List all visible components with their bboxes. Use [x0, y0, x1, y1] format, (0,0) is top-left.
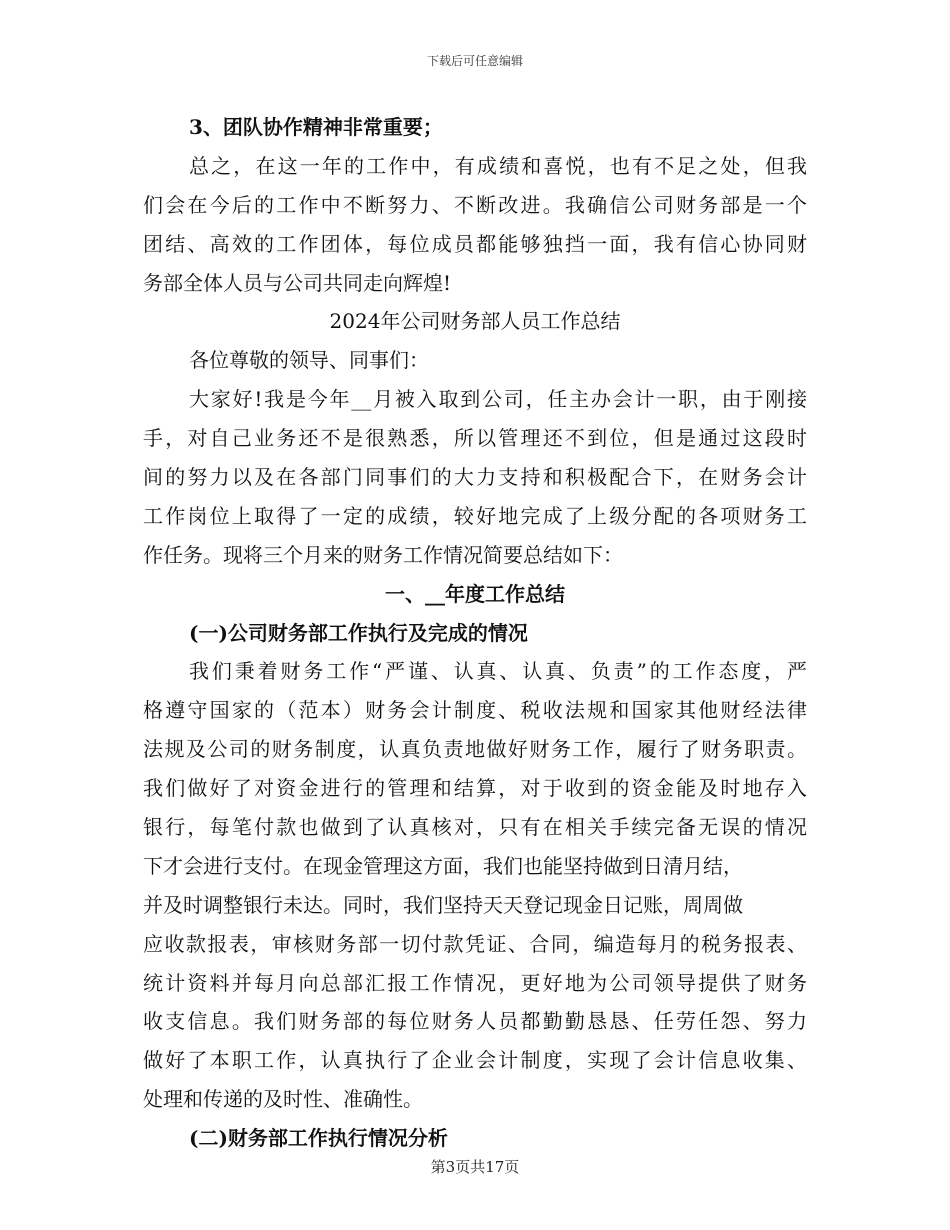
- document-body: [143, 108, 807, 1158]
- paragraph-line: 作任务。现将三个月来的财务工作情况简要总结如下：: [143, 542, 623, 567]
- paragraph-line: 总之，在这一年的工作中，有成绩和喜悦，也有不足之处，但我: [189, 153, 807, 178]
- paragraph-line: 法规及公司的财务制度，认真负责地做好财务工作，履行了财务职责。: [143, 737, 807, 762]
- paragraph-line: 银行，每笔付款也做到了认真核对，只有在相关手续完备无误的情况: [143, 815, 807, 840]
- paragraph-line: 我们秉着财务工作“严谨、认真、认真、负责”的工作态度，严: [189, 659, 807, 684]
- paragraph-line: 手，对自己业务还不是很熟悉，所以管理还不到位，但是通过这段时: [143, 426, 807, 451]
- paragraph-line: 工作岗位上取得了一定的成绩，较好地完成了上级分配的各项财务工: [143, 503, 807, 528]
- paragraph-line: 统计资料并每月向总部汇报工作情况，更好地为公司领导提供了财务: [143, 970, 807, 995]
- paragraph-line: 格遵守国家的（范本）财务会计制度、税收法规和国家其他财经法律: [143, 698, 807, 723]
- document-title: 2024年公司财务部人员工作总结: [329, 309, 621, 334]
- page-footer: 第3页共17页: [430, 1158, 520, 1176]
- paragraph-line: 下才会进行支付。在现金管理这方面，我们也能坚持做到日清月结，: [143, 853, 743, 878]
- paragraph-line: 处理和传递的及时性、准确性。: [143, 1087, 423, 1112]
- paragraph-line: 收支信息。我们财务部的每位财务人员都勤勤恳恳、任劳任怨、努力: [143, 1009, 807, 1034]
- paragraph-line: 们会在今后的工作中不断努力、不断改进。我确信公司财务部是一个: [143, 192, 807, 217]
- paragraph-line: 并及时调整银行未达。同时，我们坚持天天登记现金日记账，周周做: [143, 892, 743, 917]
- subsection-heading: (二)财务部工作执行情况分析: [189, 1126, 448, 1151]
- page-header: 下载后可任意编辑: [426, 54, 523, 68]
- paragraph-line: 做好了本职工作，认真执行了企业会计制度，实现了会计信息收集、: [143, 1048, 807, 1073]
- section-heading: 一、__年度工作总结: [385, 581, 565, 606]
- paragraph-line: 务部全体人员与公司共同走向辉煌!: [143, 270, 452, 295]
- paragraph-line: 团结、高效的工作团体，每位成员都能够独挡一面，我有信心协同财: [143, 231, 807, 256]
- paragraph-line: 大家好!我是今年__月被入取到公司，任主办会计一职，由于刚接: [189, 387, 807, 412]
- subsection-heading: (一)公司财务部工作执行及完成的情况: [189, 620, 528, 645]
- salutation: 各位尊敬的领导、同事们：: [189, 348, 429, 373]
- paragraph-line: 间的努力以及在各部门同事们的大力支持和积极配合下，在财务会计: [143, 465, 807, 490]
- paragraph-line: 应收款报表，审核财务部一切付款凭证、合同，编造每月的税务报表、: [143, 931, 807, 956]
- list-item-teamwork: 3、团队协作精神非常重要；: [189, 115, 443, 139]
- paragraph-line: 我们做好了对资金进行的管理和结算，对于收到的资金能及时地存入: [143, 776, 807, 801]
